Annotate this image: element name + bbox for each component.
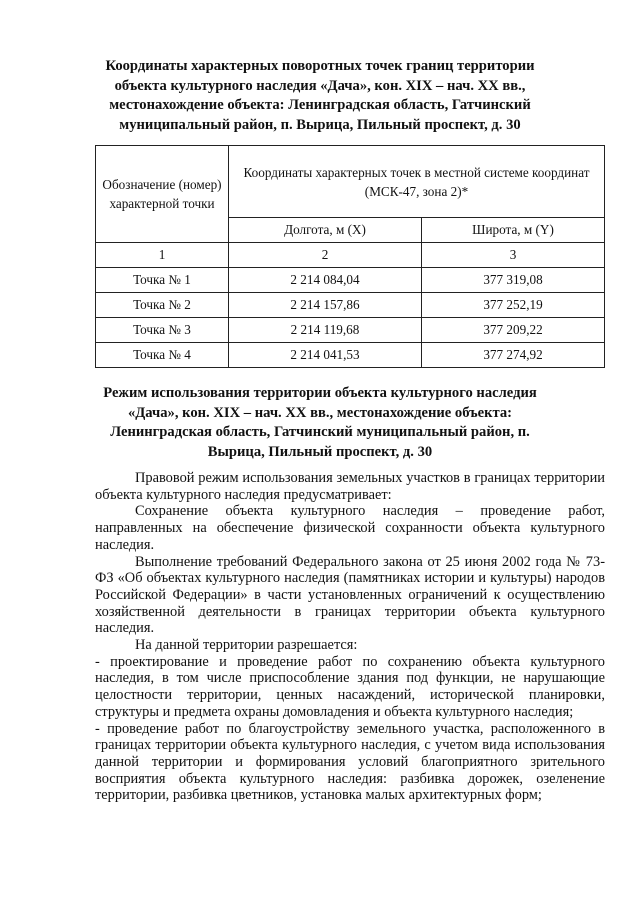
point-name: Точка № 1 — [96, 268, 229, 293]
point-y: 377 274,92 — [422, 343, 605, 368]
paragraph: На данной территории разрешается: — [135, 637, 358, 654]
list-item: - проведение работ по благоустройству земельного участка, расположенного в границах территории объекта культурного наследия, с учетом вида использования данной территории и формирования условий благоприятного зрительного восприятия объекта культурного наследия: разбивка дорожек, озеленение территории, разбивка цветников, установка малых архитектурных форм; — [95, 720, 605, 804]
point-x: 2 214 157,86 — [229, 293, 422, 318]
coordinates-group-header: Координаты характерных точек в местной системе координат (МСК-47, зона 2)* — [229, 146, 605, 218]
table-header-row — [96, 146, 605, 218]
usage-regime-heading: Режим использования территории объекта культурного наследия «Дача», кон. XIX – нач. XX вв., местонахождение объекта: Ленинградская область, Гатчинский муниципальный район, п. Вырица, Пильный проспект, д. 30 — [103, 385, 537, 460]
point-x: 2 214 084,04 — [229, 268, 422, 293]
point-name: Точка № 3 — [96, 318, 229, 343]
point-name: Точка № 2 — [96, 293, 229, 318]
longitude-column-header: Долгота, м (X) — [229, 218, 422, 243]
point-y: 377 319,08 — [422, 268, 605, 293]
point-y: 377 209,22 — [422, 318, 605, 343]
column-number-row — [96, 243, 605, 268]
table-row — [96, 318, 605, 343]
coordinates-heading: Координаты характерных поворотных точек границ территории объекта культурного наследия «Дача», кон. XIX – нач. XX вв., местонахождение объекта: Ленинградская область, Гатчинский муниципальный район, п. Вырица, Пильный проспект, д. 30 — [105, 58, 535, 133]
table-row — [96, 293, 605, 318]
coordinates-table — [95, 145, 605, 368]
table-row — [96, 343, 605, 368]
point-column-header: Обозначение (номер) характерной точки — [96, 146, 229, 243]
point-x: 2 214 119,68 — [229, 318, 422, 343]
point-name: Точка № 4 — [96, 343, 229, 368]
point-x: 2 214 041,53 — [229, 343, 422, 368]
list-item: - проектирование и проведение работ по сохранению объекта культурного наследия, в том числе приспособление здания под функции, не нарушающие целостности территории, ценных насаждений, исторической планировки, структуры и предмета охраны домовладения и объекта культурного наследия; — [95, 653, 605, 720]
paragraph: Правовой режим использования земельных участков в границах территории объекта культурного наследия предусматривает: — [95, 470, 605, 503]
column-number: 3 — [422, 243, 605, 268]
paragraph: Сохранение объекта культурного наследия – проведение работ, направленных на обеспечение физической сохранности объекта культурного наследия. — [95, 503, 605, 553]
point-y: 377 252,19 — [422, 293, 605, 318]
column-number: 2 — [229, 243, 422, 268]
column-number: 1 — [96, 243, 229, 268]
paragraph: Выполнение требований Федерального закона от 25 июня 2002 года № 73-ФЗ «Об объектах культурного наследия (памятниках истории и культуры) народов Российской Федерации» в части установленных ограничений к осуществлению хозяйственной деятельности в границах территории объекта культурного наследия. — [95, 553, 605, 637]
body-text — [95, 470, 605, 804]
table-row — [96, 268, 605, 293]
latitude-column-header: Широта, м (Y) — [422, 218, 605, 243]
